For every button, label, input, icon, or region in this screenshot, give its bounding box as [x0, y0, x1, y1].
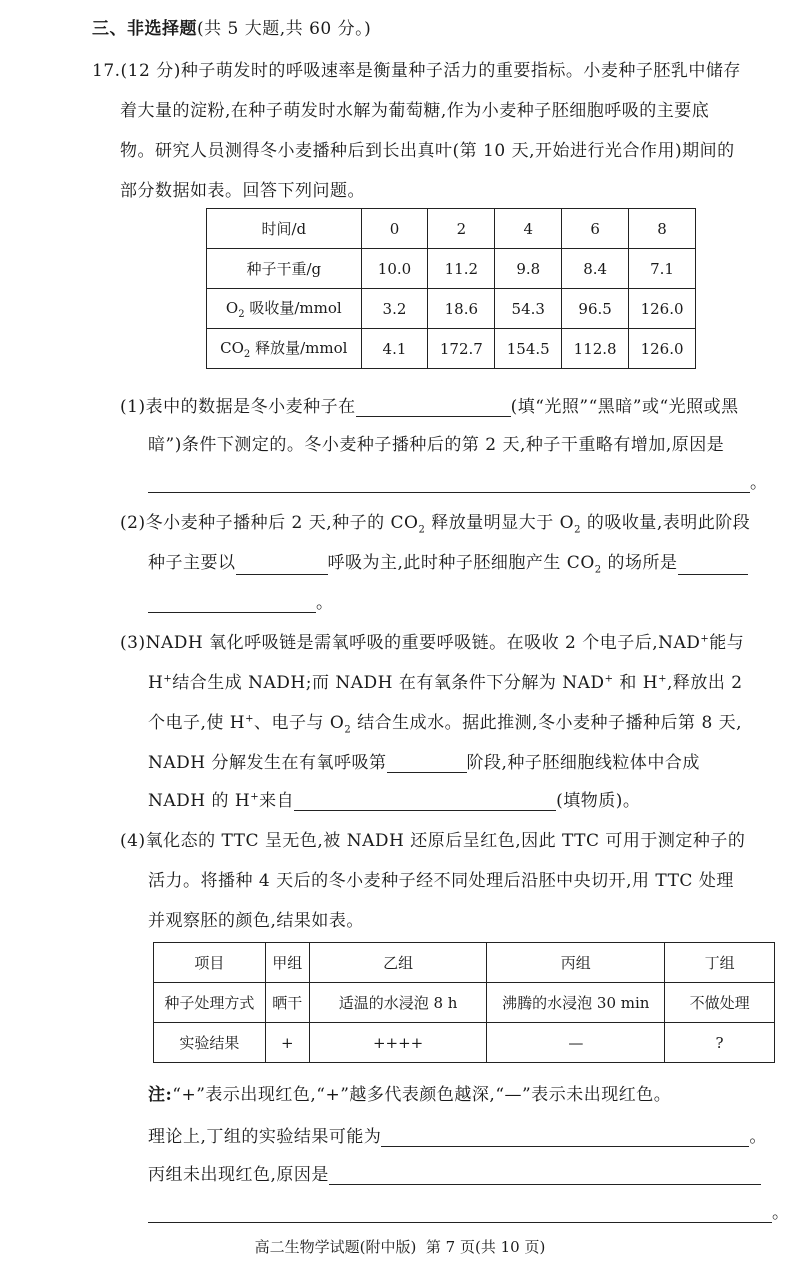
- note-text: “+”表示出现红色,“+”越多代表颜色越深,“—”表示未出现红色。: [172, 1085, 672, 1105]
- table-cell: 154.5: [495, 329, 562, 369]
- part3-line-5: NADH 的 H+来自 (填物质)。: [148, 791, 641, 811]
- part3-line-4: NADH 分解发生在有氧呼吸第 阶段,种子胚细胞线粒体中合成: [148, 753, 700, 773]
- data-table-seed: [206, 208, 696, 369]
- part1-line-1: (1)表中的数据是冬小麦种子在 (填“光照”“黑暗”或“光照或黑: [120, 397, 739, 417]
- page-footer: 高二生物学试题(附中版) 第 7 页(共 10 页): [254, 1238, 546, 1256]
- table-row: [154, 943, 775, 983]
- table-cell: 4.1: [361, 329, 428, 369]
- table-cell: 126.0: [629, 329, 696, 369]
- table-cell: 96.5: [562, 289, 629, 329]
- table-header-cell: 2: [428, 209, 495, 249]
- q17-score: (12 分): [120, 61, 181, 81]
- experiment-table: [153, 942, 775, 1063]
- q17-intro-line-3: 物。研究人员测得冬小麦播种后到长出真叶(第 10 天,开始进行光合作用)期间的: [120, 141, 735, 161]
- table-cell: 不做处理: [665, 983, 775, 1023]
- table-row: [207, 249, 696, 289]
- answer-blank-1b[interactable]: [148, 474, 750, 493]
- q17-intro-line-4: 部分数据如表。回答下列问题。: [120, 181, 365, 201]
- note-label: 注:: [148, 1085, 173, 1105]
- table-header-cell: 丙组: [487, 943, 665, 983]
- table-cell: 沸腾的水浸泡 30 min: [487, 983, 665, 1023]
- question-a: 理论上,丁组的实验结果可能为 。: [148, 1127, 767, 1147]
- section-note: (共 5 大题,共 60 分。): [197, 19, 372, 39]
- part1-line-2: 暗”)条件下测定的。冬小麦种子播种后的第 2 天,种子干重略有增加,原因是: [148, 435, 725, 455]
- answer-blank-2a[interactable]: [236, 556, 328, 575]
- part2-line-3: 。: [148, 588, 334, 613]
- answer-blank-3a[interactable]: [387, 754, 467, 773]
- table-header-cell: 0: [361, 209, 428, 249]
- table-row-label: 种子干重/g: [207, 249, 362, 289]
- table-row-label: 实验结果: [154, 1023, 266, 1063]
- part4-line-1: (4)氧化态的 TTC 呈无色,被 NADH 还原后呈红色,因此 TTC 可用于测定种子的: [120, 831, 746, 851]
- table-header-cell: 4: [495, 209, 562, 249]
- table-cell: —: [487, 1023, 665, 1063]
- section-header: [92, 14, 371, 39]
- table-row: [207, 329, 696, 369]
- part3-line-3: 个电子,使 H+、电子与 $O_2$ 结合生成水。据此推测,冬小麦种子播种后第 8 天,: [148, 713, 743, 736]
- table-header-cell: 8: [629, 209, 696, 249]
- table-cell: 172.7: [428, 329, 495, 369]
- table-header-cell: 丁组: [665, 943, 775, 983]
- answer-blank-3b[interactable]: [294, 792, 556, 811]
- table-cell: 112.8: [562, 329, 629, 369]
- answer-blank-2b[interactable]: [678, 556, 748, 575]
- table-cell: 适温的水浸泡 8 h: [309, 983, 487, 1023]
- table-row: [207, 289, 696, 329]
- q17-intro-line-1: 17.(12 分)种子萌发时的呼吸速率是衡量种子活力的重要指标。小麦种子胚乳中储存: [92, 61, 741, 81]
- table-cell: 晒干: [265, 983, 309, 1023]
- table-header-cell: 6: [562, 209, 629, 249]
- answer-blank-4b[interactable]: [329, 1166, 761, 1185]
- part2-line-1: (2)冬小麦种子播种后 2 天,种子的 $CO_2$ 释放量明显大于 $O_2$ 的吸收量,表明此阶段: [120, 513, 751, 536]
- table-cell: 3.2: [361, 289, 428, 329]
- table-cell: 8.4: [562, 249, 629, 289]
- table-cell: 9.8: [495, 249, 562, 289]
- answer-blank-4c[interactable]: [148, 1204, 772, 1223]
- part3-line-1: (3)NADH 氧化呼吸链是需氧呼吸的重要呼吸链。在吸收 2 个电子后,NAD+能与: [120, 633, 745, 653]
- section-title: 三、非选择题: [92, 19, 197, 39]
- table-cell: 54.3: [495, 289, 562, 329]
- table-cell: 7.1: [629, 249, 696, 289]
- table-row-label: $O_2$ 吸收量/mmol: [207, 289, 362, 329]
- table-header-cell: 甲组: [265, 943, 309, 983]
- table-row: [207, 209, 696, 249]
- part4-line-2: 活力。将播种 4 天后的冬小麦种子经不同处理后沿胚中央切开,用 TTC 处理: [148, 871, 734, 891]
- table-row-label: $CO_2$ 释放量/mmol: [207, 329, 362, 369]
- table-note: [148, 1080, 671, 1105]
- table-cell: 10.0: [361, 249, 428, 289]
- table-cell: ++++: [309, 1023, 487, 1063]
- answer-blank-4a[interactable]: [381, 1128, 749, 1147]
- table-cell: 126.0: [629, 289, 696, 329]
- table-cell: ?: [665, 1023, 775, 1063]
- table-row-label: 种子处理方式: [154, 983, 266, 1023]
- answer-blank-2c[interactable]: [148, 594, 316, 613]
- table-row: [154, 1023, 775, 1063]
- part3-line-2: H+结合生成 NADH;而 NADH 在有氧条件下分解为 NAD+ 和 H+,释放出 2: [148, 673, 743, 693]
- table-header-cell: 项目: [154, 943, 266, 983]
- question-b: 丙组未出现红色,原因是: [148, 1160, 761, 1185]
- part2-line-2: 种子主要以 呼吸为主,此时种子胚细胞产生 $CO_2$ 的场所是: [148, 548, 748, 575]
- table-cell: 11.2: [428, 249, 495, 289]
- question-b-continued: 。: [148, 1198, 790, 1223]
- table-cell: 18.6: [428, 289, 495, 329]
- q17-intro-line-2: 着大量的淀粉,在种子萌发时水解为葡萄糖,作为小麦种子胚细胞呼吸的主要底: [120, 101, 710, 121]
- part4-line-3: 并观察胚的颜色,结果如表。: [148, 911, 364, 931]
- table-header-cell: 乙组: [309, 943, 487, 983]
- q17-number: 17.: [92, 61, 121, 81]
- table-header-cell: 时间/d: [207, 209, 362, 249]
- table-row: [154, 983, 775, 1023]
- table-cell: +: [265, 1023, 309, 1063]
- answer-blank-1a[interactable]: [356, 398, 511, 417]
- part1-line-3: 。: [148, 468, 768, 493]
